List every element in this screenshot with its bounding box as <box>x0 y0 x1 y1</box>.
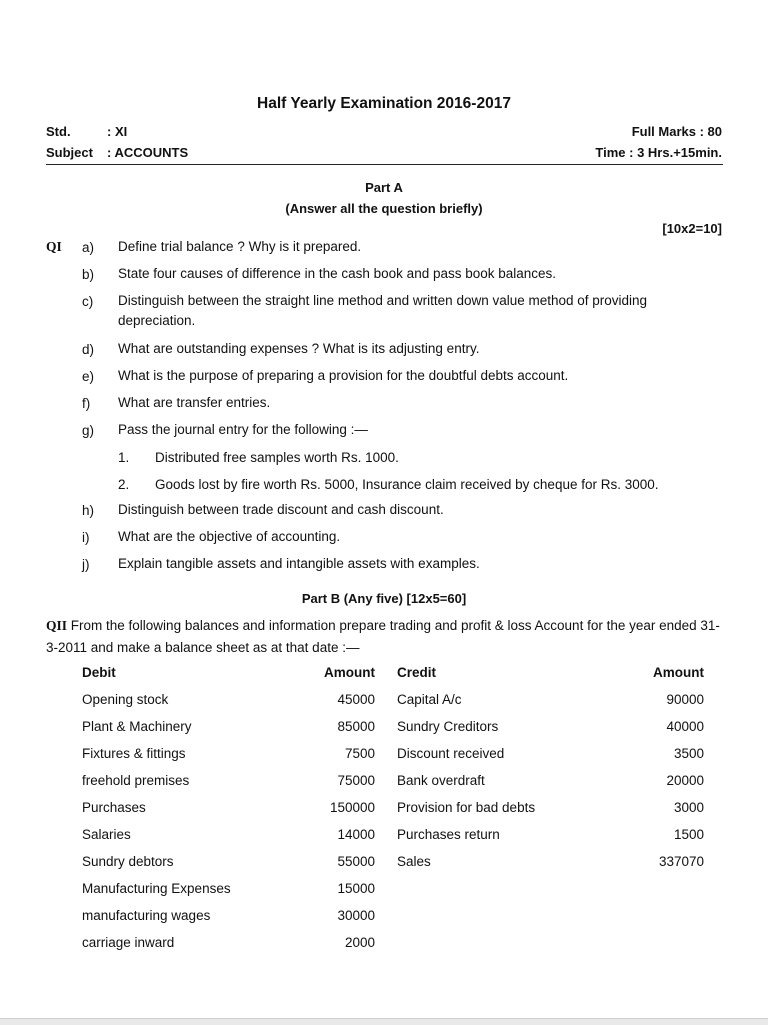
sub-question-text: Distributed free samples worth Rs. 1000. <box>155 450 399 465</box>
question-text: Distinguish between the straight line method and written down value method of providing depreciation. <box>118 293 648 328</box>
question-text: Define trial balance ? Why is it prepared. <box>118 239 362 254</box>
credit-amount: 3500 <box>673 746 704 761</box>
credit-amount: 40000 <box>666 719 704 734</box>
debit-amount: 14000 <box>337 827 375 842</box>
question-text: What is the purpose of preparing a provision for the doubtful debts account. <box>118 368 569 383</box>
debit-item: Fixtures & fittings <box>82 746 186 761</box>
part-a-title: Part A <box>365 180 403 195</box>
question-letter: d) <box>82 342 95 357</box>
question-letter: b) <box>82 267 95 282</box>
question-number-qii: QII <box>46 618 68 633</box>
question-text: What are transfer entries. <box>118 395 271 410</box>
sub-question-number: 1. <box>118 450 130 465</box>
exam-time: Time : 3 Hrs.+15min. <box>595 145 722 160</box>
credit-item: Capital A/c <box>397 692 462 707</box>
credit-item: Sales <box>397 854 431 869</box>
table-header-debit-amount: Amount <box>324 665 375 680</box>
debit-amount: 150000 <box>329 800 375 815</box>
credit-item: Discount received <box>397 746 505 761</box>
question-text: What are the objective of accounting. <box>118 529 341 544</box>
question-number-qi: QI <box>46 239 62 254</box>
credit-amount: 20000 <box>666 773 704 788</box>
std-value: : XI <box>107 124 128 139</box>
part-a-marks: [10x2=10] <box>662 221 722 236</box>
debit-item: Manufacturing Expenses <box>82 881 231 896</box>
question-text: Distinguish between trade discount and cash discount. <box>118 502 444 517</box>
debit-amount: 7500 <box>344 746 375 761</box>
debit-item: carriage inward <box>82 935 175 950</box>
question-qii-text: From the following balances and information prepare trading and profit & loss Account for the year ended 31-3-2011 and make a balance sheet as at that date :— <box>46 618 720 655</box>
sub-question-number: 2. <box>118 477 130 492</box>
debit-item: manufacturing wages <box>82 908 211 923</box>
part-b-title: Part B (Any five) [12x5=60] <box>301 591 467 606</box>
question-letter: h) <box>82 503 95 518</box>
credit-amount: 1500 <box>673 827 704 842</box>
credit-amount: 90000 <box>666 692 704 707</box>
std-label: Std. <box>46 124 71 139</box>
debit-amount: 85000 <box>337 719 375 734</box>
debit-amount: 45000 <box>337 692 375 707</box>
table-header-debit: Debit <box>82 665 116 680</box>
question-letter: c) <box>82 294 94 309</box>
question-letter: a) <box>82 240 95 255</box>
debit-amount: 15000 <box>337 881 375 896</box>
question-text: What are outstanding expenses ? What is its adjusting entry. <box>118 341 480 356</box>
subject-label: Subject <box>46 145 93 160</box>
sub-question-text: Goods lost by fire worth Rs. 5000, Insurance claim received by cheque for Rs. 3000. <box>155 477 659 492</box>
credit-amount: 337070 <box>658 854 704 869</box>
debit-item: freehold premises <box>82 773 190 788</box>
table-header-credit-amount: Amount <box>653 665 704 680</box>
debit-item: Purchases <box>82 800 146 815</box>
credit-item: Provision for bad debts <box>397 800 536 815</box>
debit-item: Salaries <box>82 827 131 842</box>
question-text: Pass the journal entry for the following :— <box>118 422 368 437</box>
question-text: State four causes of difference in the cash book and pass book balances. <box>118 266 557 281</box>
credit-item: Bank overdraft <box>397 773 485 788</box>
subject-value: : ACCOUNTS <box>107 145 189 160</box>
table-header-credit: Credit <box>397 665 437 680</box>
question-qii <box>46 615 726 659</box>
debit-item: Sundry debtors <box>82 854 174 869</box>
credit-amount: 3000 <box>673 800 704 815</box>
question-letter: e) <box>82 369 95 384</box>
debit-item: Opening stock <box>82 692 169 707</box>
full-marks: Full Marks : 80 <box>631 124 722 139</box>
debit-amount: 2000 <box>344 935 375 950</box>
credit-item: Purchases return <box>397 827 500 842</box>
debit-item: Plant & Machinery <box>82 719 192 734</box>
credit-item: Sundry Creditors <box>397 719 499 734</box>
debit-amount: 30000 <box>337 908 375 923</box>
question-letter: f) <box>82 396 91 411</box>
debit-amount: 75000 <box>337 773 375 788</box>
part-a-instruction: (Answer all the question briefly) <box>285 201 483 216</box>
exam-title: Half Yearly Examination 2016-2017 <box>257 95 511 112</box>
question-letter: i) <box>82 530 90 545</box>
debit-amount: 55000 <box>337 854 375 869</box>
question-letter: g) <box>82 423 95 438</box>
header-divider <box>46 164 723 165</box>
question-letter: j) <box>82 557 90 572</box>
question-text: Explain tangible assets and intangible assets with examples. <box>118 556 480 571</box>
